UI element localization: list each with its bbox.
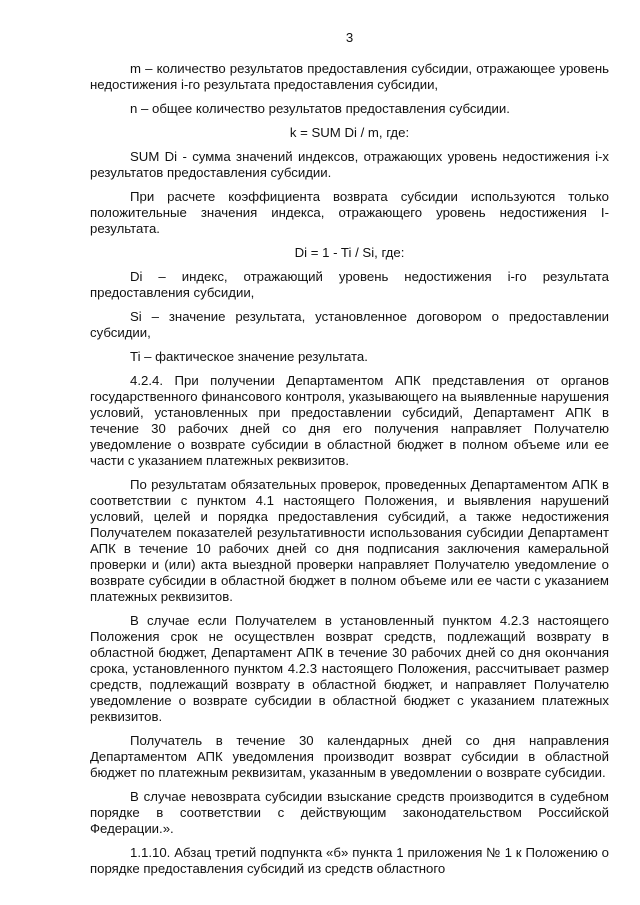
document-body — [90, 61, 609, 877]
paragraph-di-definition: Di – индекс, отражающий уровень недостижения i-го результата предоставления субсидии, — [90, 269, 609, 300]
paragraph-n-definition: n – общее количество результатов предоставления субсидии. — [130, 101, 510, 116]
page-number: 3 — [345, 30, 354, 45]
paragraph-si-definition: Si – значение результата, установленное договором о предоставлении субсидии, — [90, 309, 609, 340]
paragraph-recipient-return: Получатель в течение 30 календарных дней со дня направления Департаментом АПК уведомления производит возврат субсидии в областной бюджет по платежным реквизитам, указанным в уведомлении о возврате субсидии. — [90, 733, 609, 780]
paragraph-non-return-deadline: В случае если Получателем в установленный пунктом 4.2.3 настоящего Положения срок не осуществлен возврат средств, подлежащий возврату в областной бюджет, Департамент АПК в течение 30 рабочих дней со дня окончания срока, установленного пунктом 4.2.3 настоящего Положения, рассчитывает размер средств, подлежащий возврату в областной бюджет, и направляет Получателю уведомление о возврате субсидии в областной бюджет с указанием платежных реквизитов. — [90, 613, 609, 724]
paragraph-sum-di-definition: SUM Di - сумма значений индексов, отражающих уровень недостижения i-х результатов предоставления субсидии. — [90, 149, 609, 180]
paragraph-4-2-4: 4.2.4. При получении Департаментом АПК представления от органов государственного финансового контроля, указывающего на выявленные нарушения условий, установленных при предоставлении субсидий, Департамент АПК в течение 30 рабочих дней со дня его получения направляет Получателю уведомление о возврате субсидии в областной бюджет в полном объеме или ее части с указанием платежных реквизитов. — [90, 373, 609, 468]
formula-di: Di = 1 - Ti / Si, где: — [294, 245, 405, 260]
paragraph-mandatory-checks: По результатам обязательных проверок, проведенных Департаментом АПК в соответствии с пунктом 4.1 настоящего Положения, и выявления нарушений условий, целей и порядка предоставления субсидий, а также недостижения Получателем показателей результативности использования субсидии Департамент АПК в течение 10 рабочих дней со дня подписания заключения камеральной проверки и (или) акта выездной проверки направляет Получателю уведомление о возврате субсидии в областной бюджет в полном объеме или ее части с указанием платежных реквизитов. — [90, 477, 609, 604]
formula-k: k = SUM Di / m, где: — [289, 125, 410, 140]
paragraph-m-definition: m – количество результатов предоставления субсидии, отражающее уровень недостижения i-го результата предоставления субсидии, — [90, 61, 609, 92]
paragraph-positive-values: При расчете коэффициента возврата субсидии используются только положительные значения индекса, отражающего уровень недостижения I-результата. — [90, 189, 609, 236]
paragraph-court-recovery: В случае невозврата субсидии взыскание средств производится в судебном порядке в соответствии с действующим законодательством Российской Федерации.». — [90, 789, 609, 836]
paragraph-1-1-10: 1.1.10. Абзац третий подпункта «б» пункта 1 приложения № 1 к Положению о порядке предоставления субсидий из средств областного — [90, 845, 609, 876]
paragraph-ti-definition: Ti – фактическое значение результата. — [130, 349, 368, 364]
